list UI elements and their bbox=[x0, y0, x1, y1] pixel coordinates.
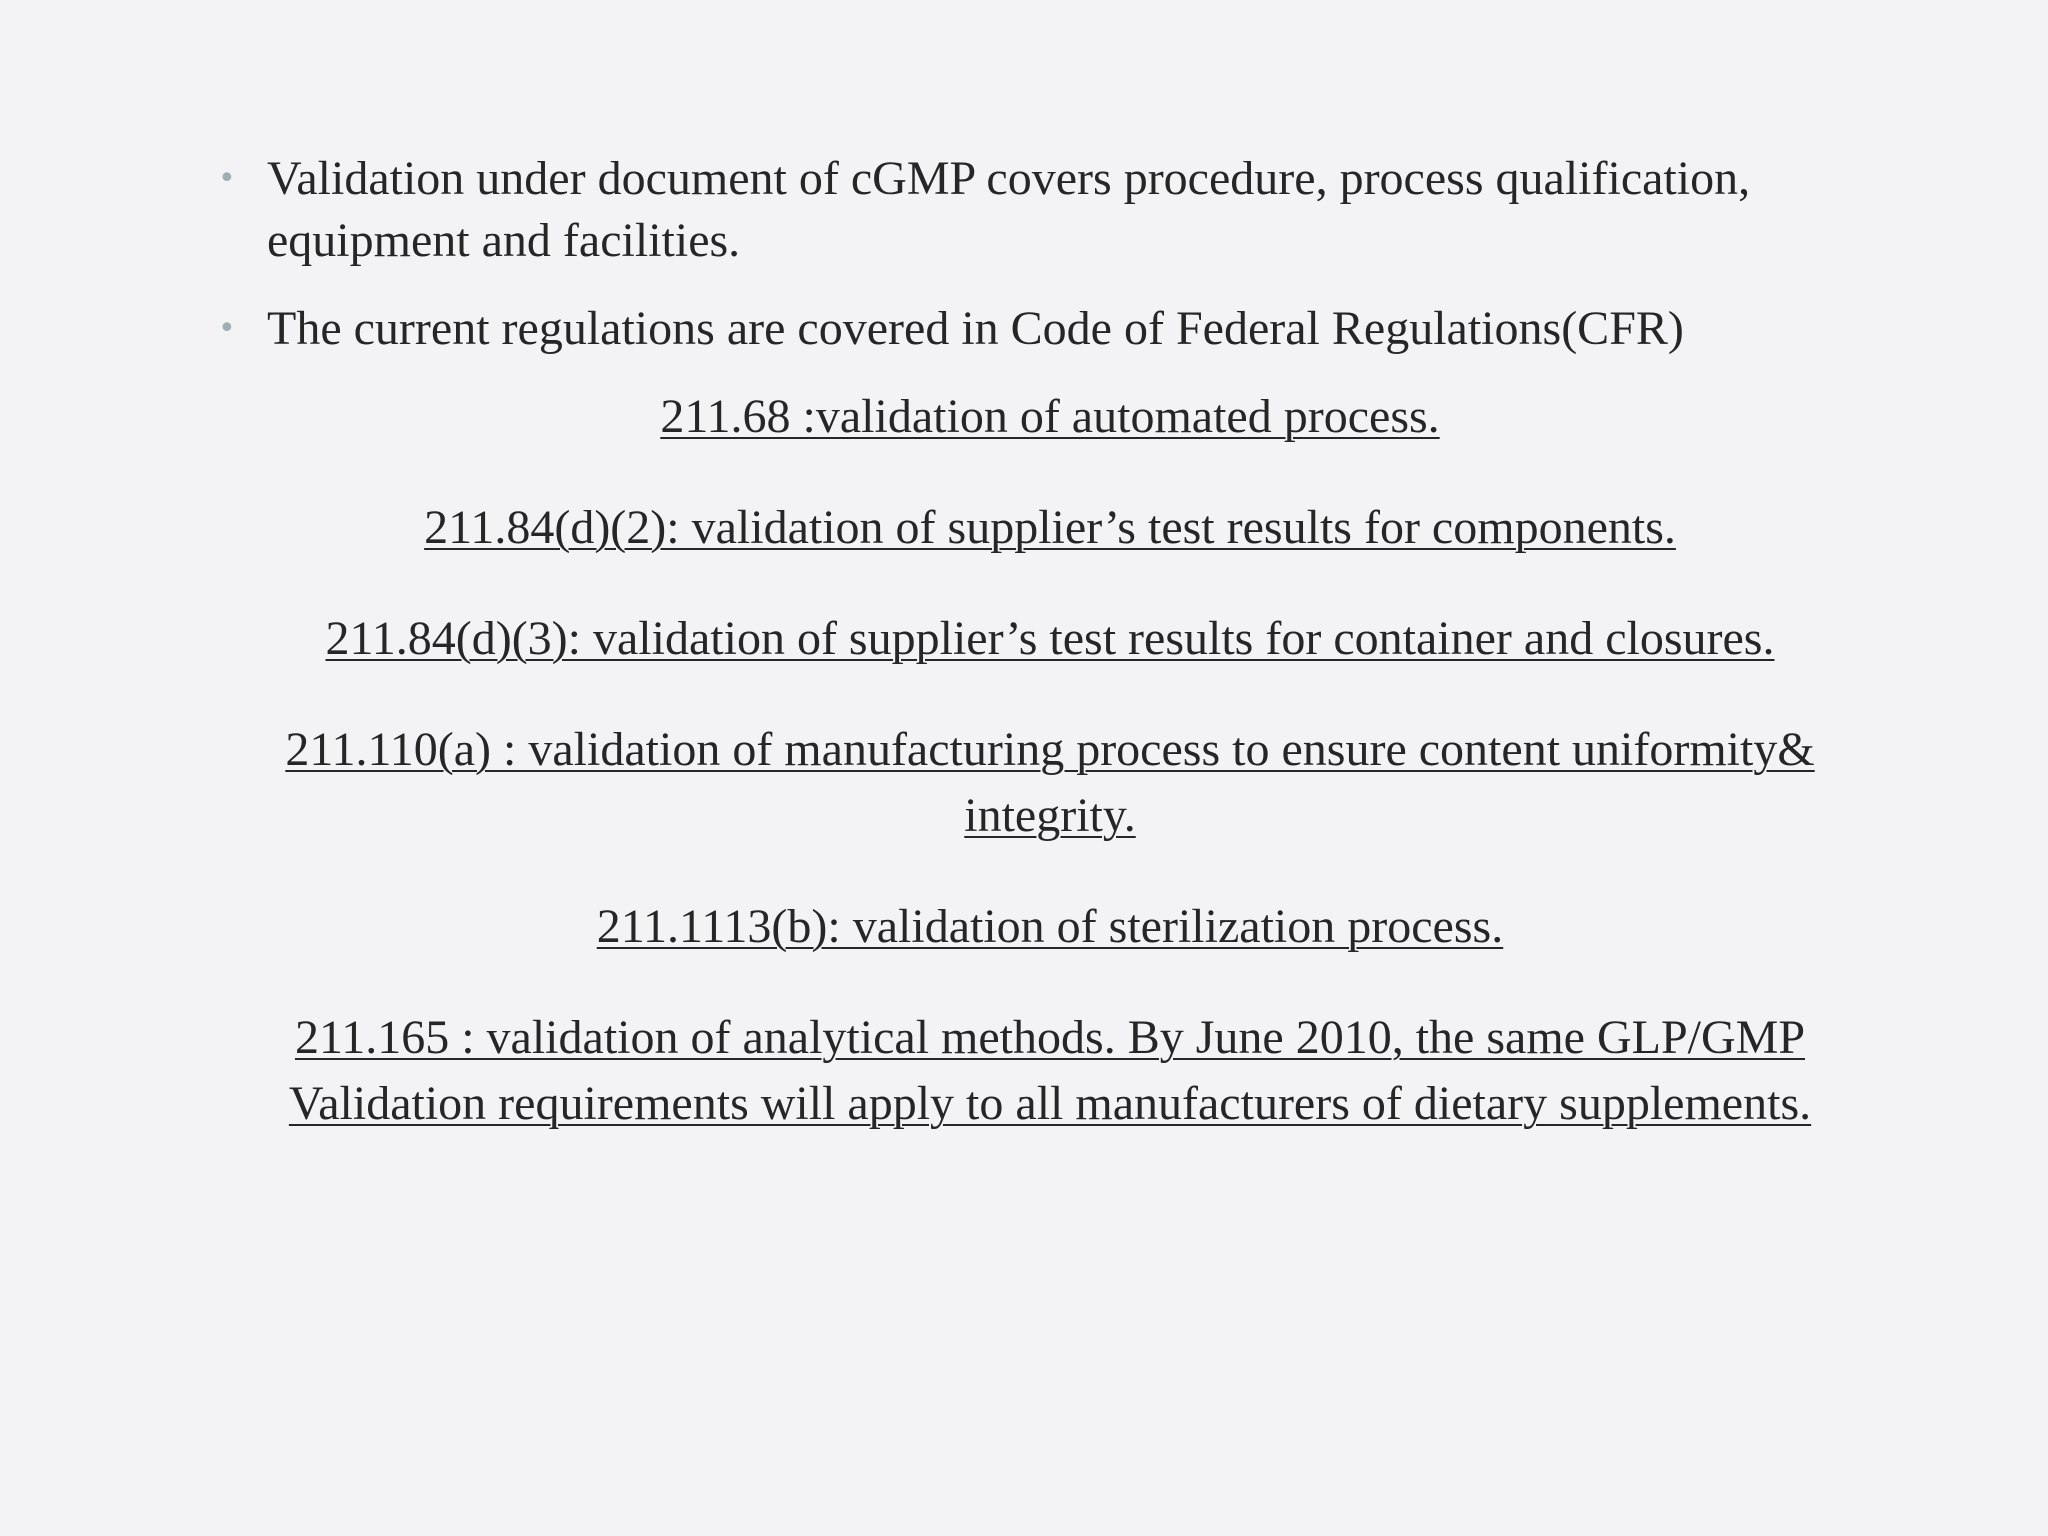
bullet-dot-icon: • bbox=[218, 161, 236, 196]
cfr-reference-211-1113-b: 211.1113(b): validation of sterilization process. bbox=[596, 900, 1504, 953]
bullet-item bbox=[210, 298, 1890, 360]
cfr-reference-211-84-d-2: 211.84(d)(2): validation of supplier’s test results for components. bbox=[424, 501, 1676, 554]
cfr-reference-211-84-d-3: 211.84(d)(3): validation of supplier’s test results for container and closures. bbox=[325, 612, 1775, 665]
cfr-reference-211-110-a: 211.110(a) : validation of manufacturing process to ensure content uniformity& integrity. bbox=[285, 723, 1815, 842]
cfr-reference-211-68: 211.68 :validation of automated process. bbox=[660, 390, 1440, 443]
bullet-dot-icon: • bbox=[218, 311, 236, 346]
cfr-reference-list bbox=[210, 384, 1890, 1182]
bullet-item bbox=[210, 148, 1890, 272]
cfr-reference-211-165: 211.165 : validation of analytical methods. By June 2010, the same GLP/GMP Validation requirements will apply to all manufacturers of dietary supplements. bbox=[288, 1011, 1812, 1130]
bullet-text: The current regulations are covered in Code of Federal Regulations(CFR) bbox=[267, 302, 1684, 355]
bullet-list bbox=[210, 148, 1890, 386]
bullet-text: Validation under document of cGMP covers procedure, process qualification, equipment and facilities. bbox=[267, 152, 1751, 267]
